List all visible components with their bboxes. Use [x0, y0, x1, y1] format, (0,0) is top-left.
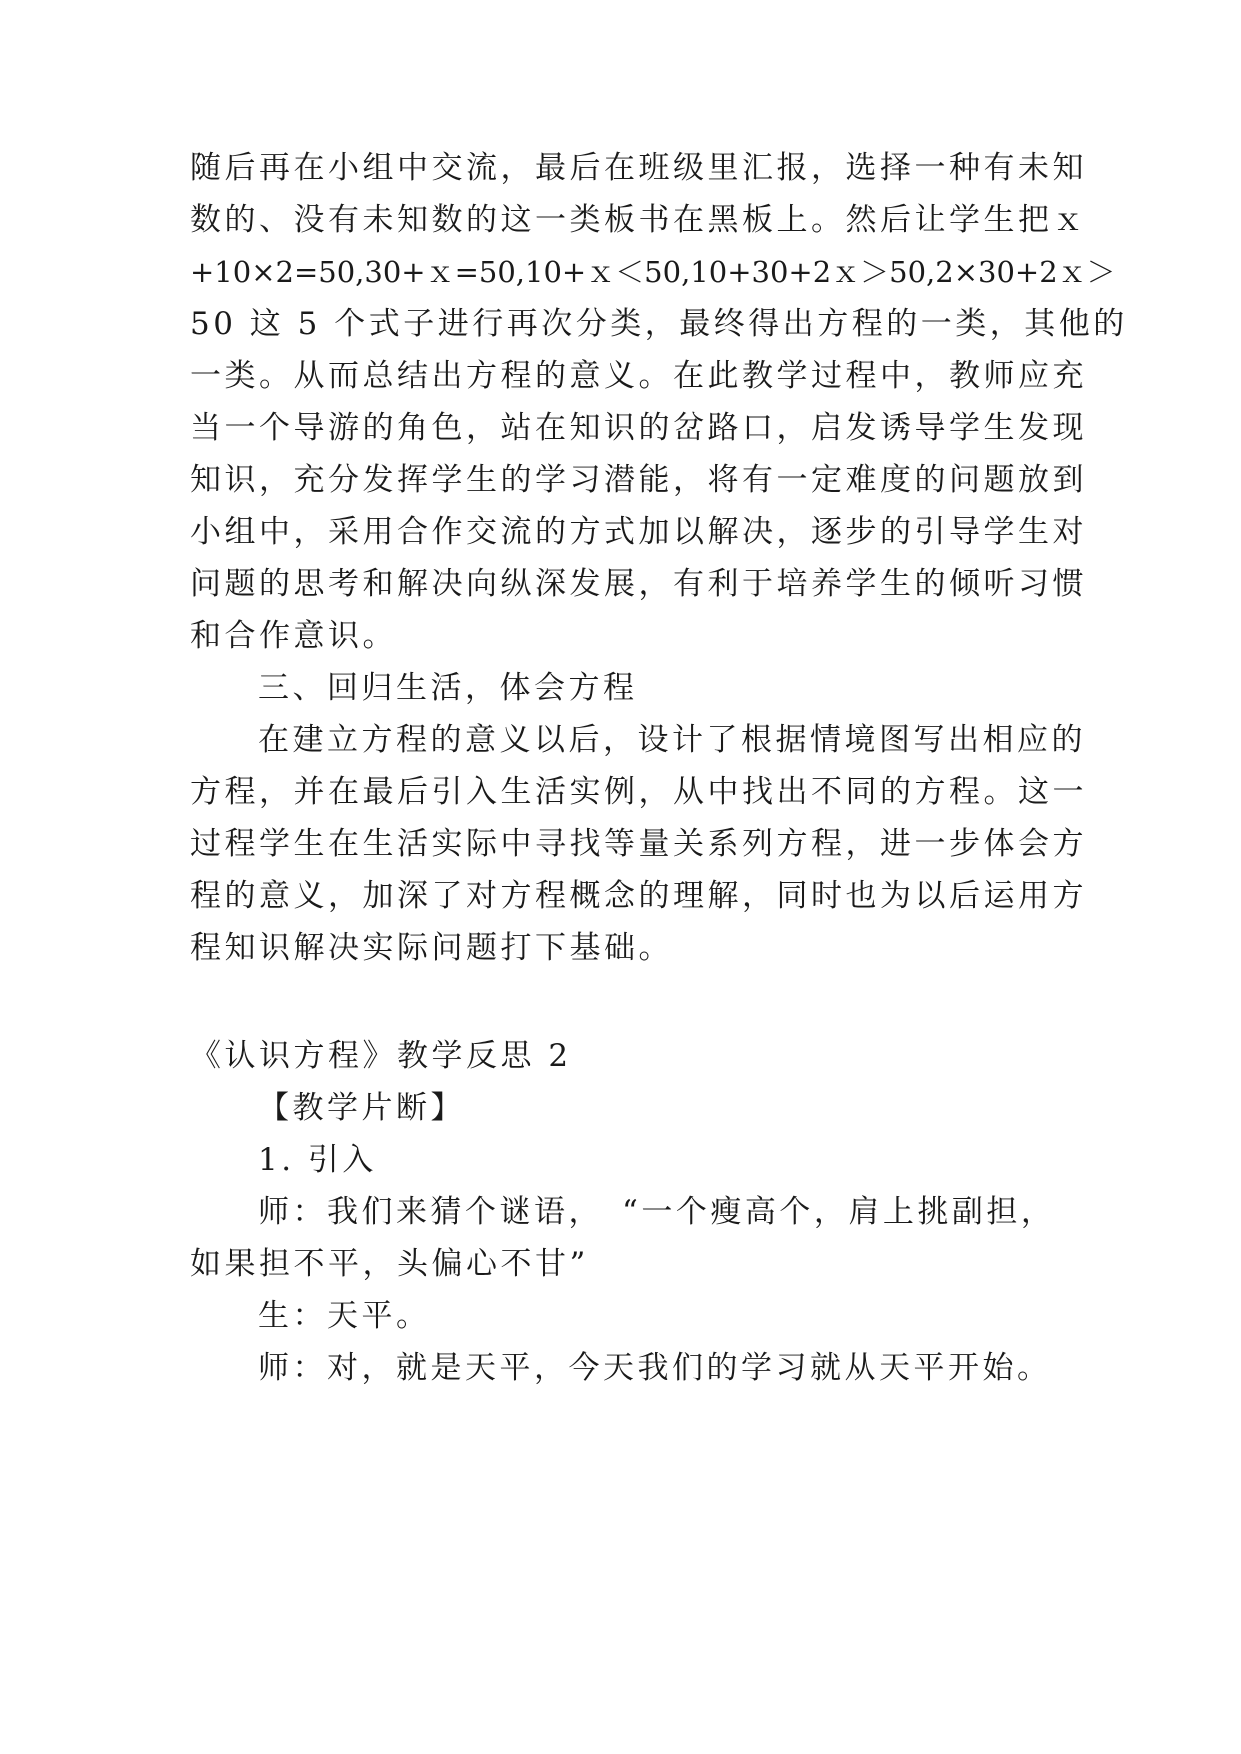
- document-title: 《认识方程》教学反思 2: [190, 1038, 572, 1074]
- paragraph-line: 一类。从而总结出方程的意义。在此教学过程中，教师应充: [190, 358, 1087, 394]
- paragraph-line: 程的意义，加深了对方程概念的理解，同时也为以后运用方: [190, 878, 1087, 914]
- paragraph-line: 过程学生在生活实际中寻找等量关系列方程，进一步体会方: [190, 826, 1087, 862]
- paragraph-line: 小组中，采用合作交流的方式加以解决，逐步的引导学生对: [190, 514, 1087, 550]
- section-heading: 三、回归生活，体会方程: [258, 670, 638, 706]
- section-heading: 【教学片断】: [258, 1090, 465, 1126]
- subsection-heading: 1. 引入: [258, 1142, 377, 1178]
- paragraph-line: 程知识解决实际问题打下基础。: [190, 930, 673, 966]
- dialogue-line: 如果担不平，头偏心不甘”: [190, 1246, 589, 1282]
- paragraph-line: 50 这 5 个式子进行再次分类，最终得出方程的一类，其他的: [190, 306, 1128, 342]
- paragraph-line: 问题的思考和解决向纵深发展，有利于培养学生的倾听习惯: [190, 566, 1087, 602]
- paragraph-line: 当一个导游的角色，站在知识的岔路口，启发诱导学生发现: [190, 410, 1087, 446]
- paragraph-line: 数的、没有未知数的这一类板书在黑板上。然后让学生把ｘ: [190, 202, 1087, 238]
- paragraph-line: 方程，并在最后引入生活实例，从中找出不同的方程。这一: [190, 774, 1087, 810]
- paragraph-line: 和合作意识。: [190, 618, 397, 654]
- formula-line: +10×2=50,30+ｘ=50,10+ｘ＜50,10+30+2ｘ＞50,2×30+2ｘ＞: [190, 255, 1116, 289]
- dialogue-line: 师：我们来猜个谜语， “一个瘦高个，肩上挑副担，: [258, 1194, 1056, 1230]
- paragraph-line: 随后再在小组中交流，最后在班级里汇报，选择一种有未知: [190, 150, 1087, 186]
- dialogue-line: 师：对，就是天平，今天我们的学习就从天平开始。: [258, 1350, 1052, 1386]
- paragraph-line: 在建立方程的意义以后，设计了根据情境图写出相应的: [258, 722, 1086, 758]
- paragraph-line: 知识，充分发挥学生的学习潜能，将有一定难度的问题放到: [190, 462, 1087, 498]
- dialogue-line: 生：天平。: [258, 1298, 431, 1334]
